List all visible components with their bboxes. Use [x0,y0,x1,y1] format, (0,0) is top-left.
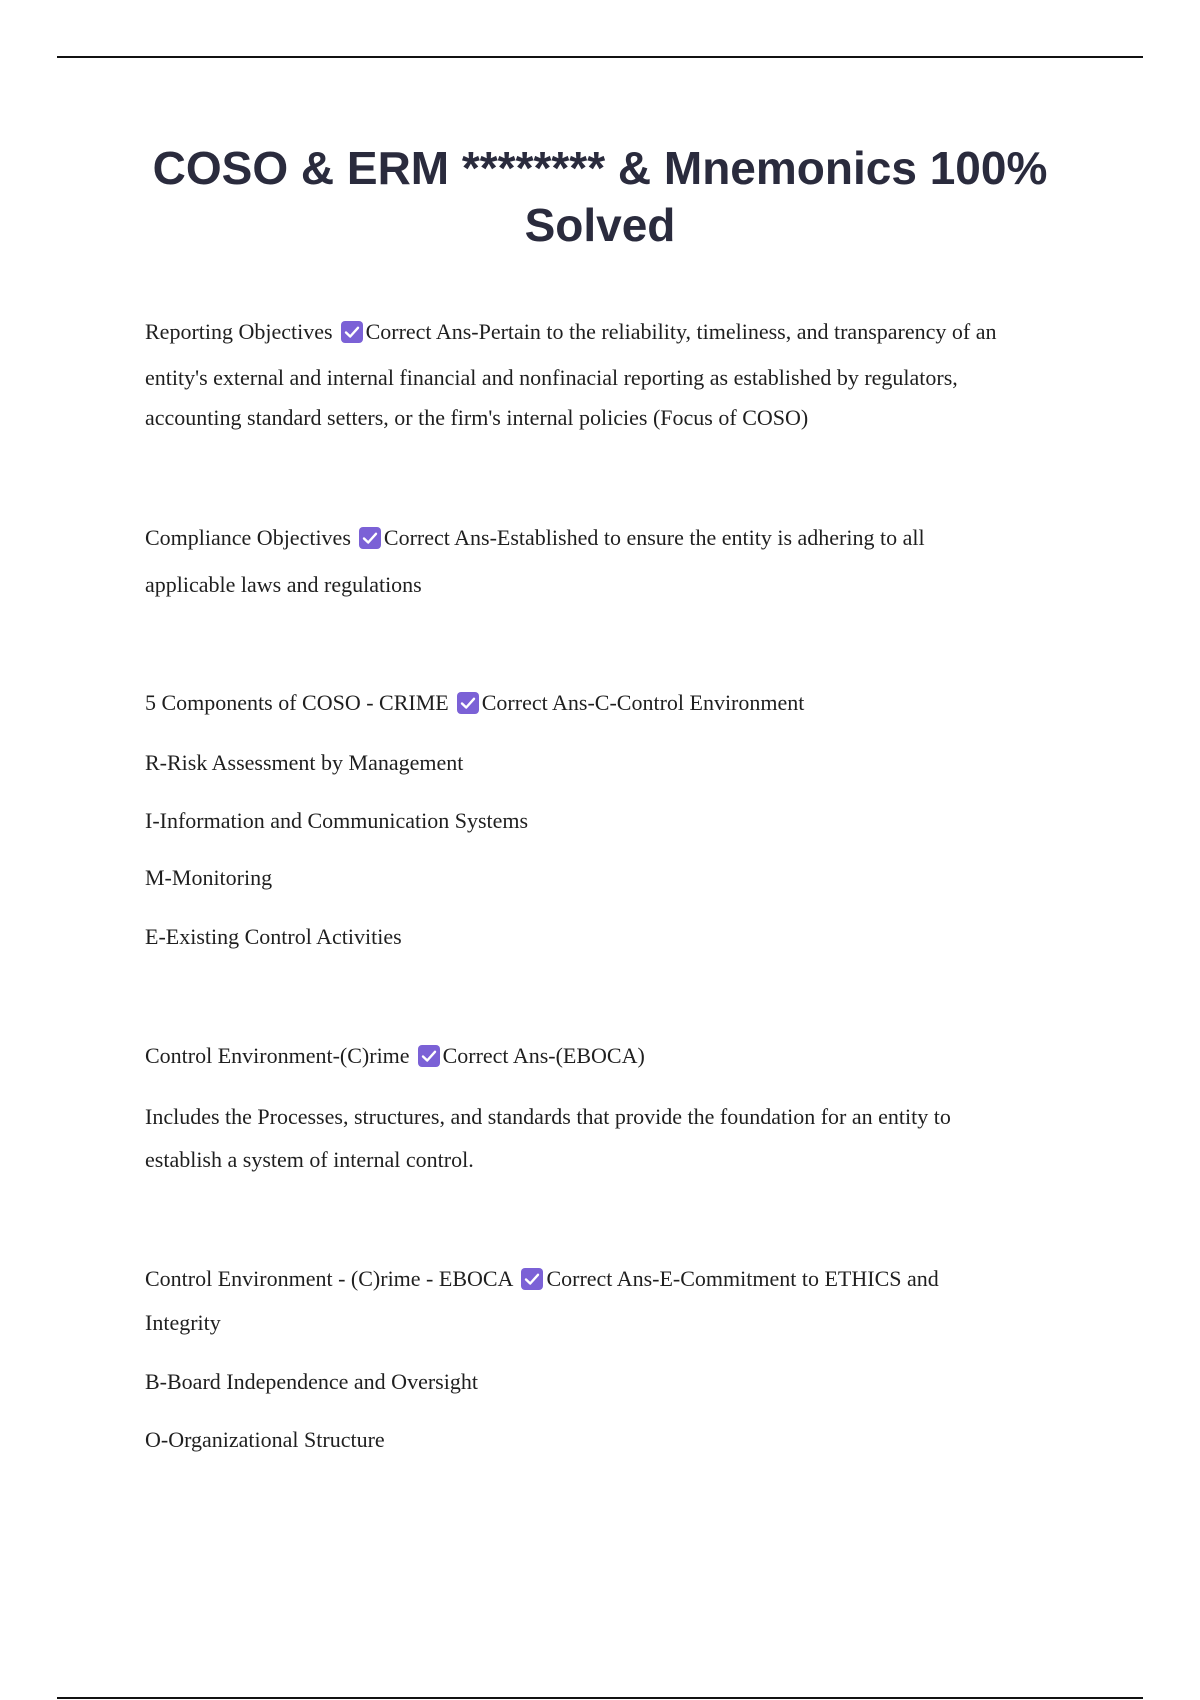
checkbox-checked-icon [418,1045,440,1067]
entry-term: Reporting Objectives [145,319,333,344]
entry-continuation-line: Integrity [145,1310,221,1335]
entry-continuation-line: O-Organizational Structure [145,1427,385,1452]
entry-coso-components [145,688,804,718]
entry-continuation-line: I-Information and Communication Systems [145,808,529,833]
entry-control-environment-eboca [145,1264,939,1294]
entry-continuation-line: applicable laws and regulations [145,572,422,597]
checkbox-checked-icon [457,692,479,714]
entry-term: 5 Components of COSO - CRIME [145,690,449,715]
entry-term: Compliance Objectives [145,525,351,550]
entry-continuation-line: B-Board Independence and Oversight [145,1369,478,1394]
entry-continuation-line: E-Existing Control Activities [145,924,402,949]
entry-term: Control Environment - (C)rime - EBOCA [145,1266,514,1291]
bottom-rule [57,1697,1143,1699]
checkbox-checked-icon [359,527,381,549]
entry-answer: Correct Ans-Established to ensure the entity is adhering to all [383,525,925,550]
entry-continuation-line: establish a system of internal control. [145,1147,474,1172]
entry-answer: Correct Ans-Pertain to the reliability, timeliness, and transparency of an [365,319,997,344]
document-title: COSO & ERM ******** & Mnemonics 100% Solved [152,142,1048,251]
entry-reporting-objectives [145,317,996,347]
checkbox-checked-icon [341,321,363,343]
entry-continuation-line: R-Risk Assessment by Management [145,750,464,775]
entry-continuation-line: Includes the Processes, structures, and standards that provide the foundation for an entity to [145,1104,951,1129]
entry-answer: Correct Ans-C-Control Environment [481,690,805,715]
entry-answer: Correct Ans-(EBOCA) [442,1043,645,1068]
entry-term: Control Environment-(C)rime [145,1043,410,1068]
entry-continuation-line: entity's external and internal financial and nonfinacial reporting as established by regulators, [145,365,958,390]
top-rule [57,56,1143,58]
entry-continuation-line: accounting standard setters, or the firm's internal policies (Focus of COSO) [145,405,809,430]
entry-answer: Correct Ans-E-Commitment to ETHICS and [546,1266,939,1291]
entry-continuation-line: M-Monitoring [145,865,273,890]
entry-compliance-objectives [145,523,925,553]
entry-control-environment [145,1041,645,1071]
checkbox-checked-icon [521,1268,543,1290]
